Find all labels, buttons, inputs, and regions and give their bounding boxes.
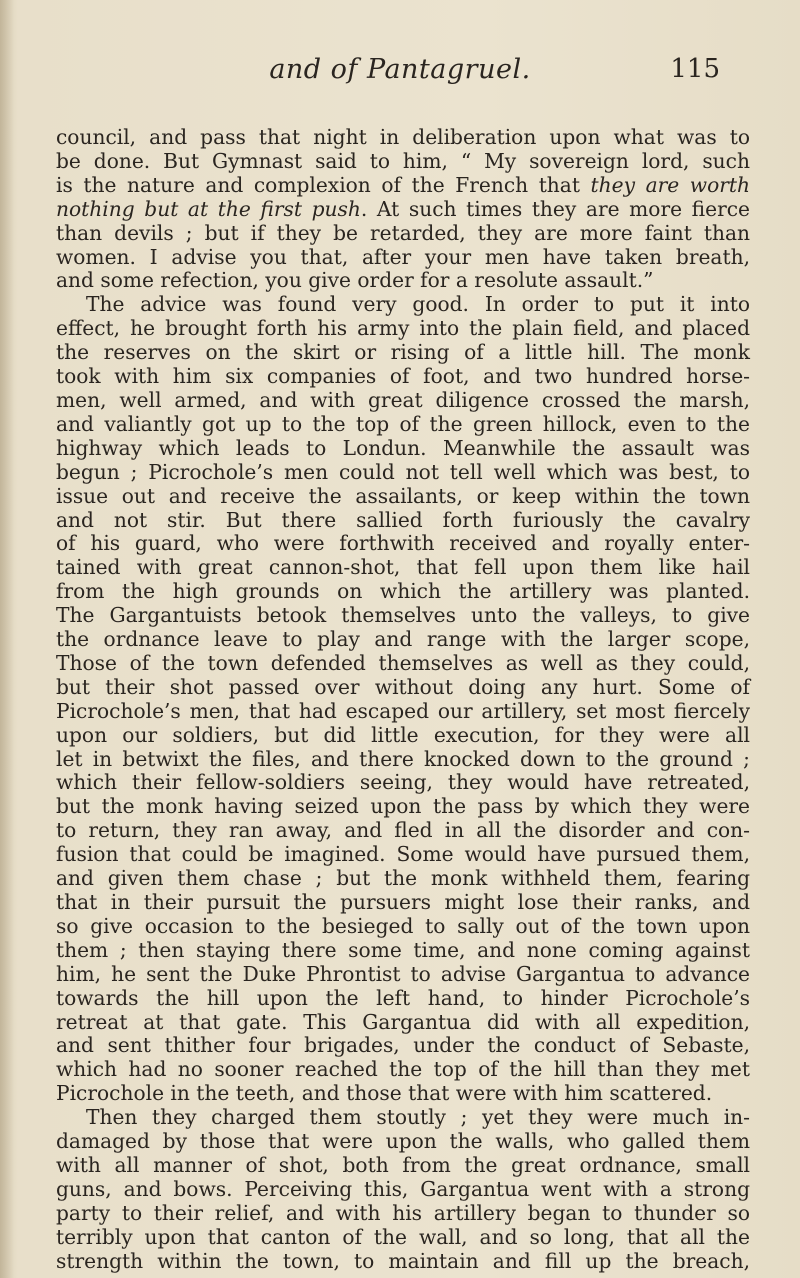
text-line: The Gargantuists betook themselves unto the valleys, to give xyxy=(56,603,750,628)
text-line: strength within the town, to maintain and fill up the breach, xyxy=(56,1248,750,1273)
text-line: Then they charged them stoutly ; yet they were much in- xyxy=(86,1105,750,1130)
text-line: Those of the town defended themselves as well as they could, xyxy=(56,650,750,675)
text-line: and not stir. But there sallied forth furiously the cavalry xyxy=(56,507,750,532)
text-line: party to their relief, and with his artillery began to thunder so xyxy=(56,1200,750,1225)
text-line: upon our soldiers, but did little execution, for they were all xyxy=(56,722,750,747)
text-line: the reserves on the skirt or rising of a little hill. The monk xyxy=(56,340,750,365)
text-line: him, he sent the Duke Phrontist to advise Gargantua to advance xyxy=(56,961,750,986)
text-line: effect, he brought forth his army into the plain field, and placed xyxy=(56,316,750,341)
text-line: took with him six companies of foot, and two hundred horse- xyxy=(56,364,750,389)
spine-shadow xyxy=(0,0,14,1278)
text-line: be done. But Gymnast said to him, “ My sovereign lord, such xyxy=(56,148,750,173)
text-line: so give occasion to the besieged to sally out of the town upon xyxy=(56,913,750,938)
text-line: which their fellow-soldiers seeing, they would have retreated, xyxy=(56,770,750,795)
text-line: let in betwixt the files, and there knocked down to the ground ; xyxy=(56,746,750,771)
text-line: them ; then staying there some time, and none coming against xyxy=(56,937,750,962)
text-line: tained with great cannon-shot, that fell upon them like hail xyxy=(56,555,750,580)
text-line: the ordnance leave to play and range with the larger scope, xyxy=(56,627,750,652)
body-text xyxy=(56,126,750,1274)
text-line: towards the hill upon the left hand, to hinder Picrochole’s xyxy=(56,985,750,1010)
text-line: from the high grounds on which the artillery was planted. xyxy=(56,579,750,604)
text-line: and given them chase ; but the monk withheld them, fearing xyxy=(56,866,750,891)
running-head: and of Pantagruel. xyxy=(269,54,531,85)
text-line: damaged by those that were upon the walls, who galled them xyxy=(56,1129,750,1154)
text-line: nothing but at the first push. At such times they are more fierce xyxy=(56,196,750,221)
page-header xyxy=(0,50,800,90)
text-line: than devils ; but if they be retarded, they are more faint than xyxy=(56,220,750,245)
text-line: fusion that could be imagined. Some would have pursued them, xyxy=(56,842,750,867)
text-line: to return, they ran away, and fled in all the disorder and con- xyxy=(56,818,750,843)
text-line: men, well armed, and with great diligence crossed the marsh, xyxy=(56,387,750,412)
text-line: with all manner of shot, both from the great ordnance, small xyxy=(56,1152,750,1177)
text-line: but their shot passed over without doing any hurt. Some of xyxy=(56,674,750,699)
text-line: and some refection, you give order for a resolute assault.” xyxy=(56,268,654,293)
text-line: which had no sooner reached the top of the hill than they met xyxy=(56,1057,750,1082)
text-line: issue out and receive the assailants, or keep within the town xyxy=(56,483,750,508)
text-line: of his guard, who were forthwith received and royally enter- xyxy=(56,531,750,556)
text-line: guns, and bows. Perceiving this, Gargantua went with a strong xyxy=(56,1176,750,1201)
text-line: is the nature and complexion of the French that they are worth xyxy=(56,172,750,197)
text-line: council, and pass that night in deliberation upon what was to xyxy=(56,125,750,149)
text-line: retreat at that gate. This Gargantua did with all expedition, xyxy=(56,1009,750,1034)
text-line: begun ; Picrochole’s men could not tell well which was best, to xyxy=(56,459,750,484)
text-line: but the monk having seized upon the pass by which they were xyxy=(56,794,750,819)
text-line: Picrochole’s men, that had escaped our artillery, set most fiercely xyxy=(56,698,750,723)
text-line: The advice was found very good. In order to put it into xyxy=(86,292,750,317)
text-line: terribly upon that canton of the wall, and so long, that all the xyxy=(56,1224,750,1249)
text-line: highway which leads to Londun. Meanwhile the assault was xyxy=(56,435,750,460)
text-line: that in their pursuit the pursuers might lose their ranks, and xyxy=(56,890,750,914)
text-line: and valiantly got up to the top of the green hillock, even to the xyxy=(56,411,750,436)
text-line: Picrochole in the teeth, and those that were with him scattered. xyxy=(56,1081,713,1106)
page-number: 115 xyxy=(670,54,720,84)
text-line: and sent thither four brigades, under the conduct of Sebaste, xyxy=(56,1033,750,1058)
text-line: women. I advise you that, after your men have taken breath, xyxy=(56,244,750,269)
